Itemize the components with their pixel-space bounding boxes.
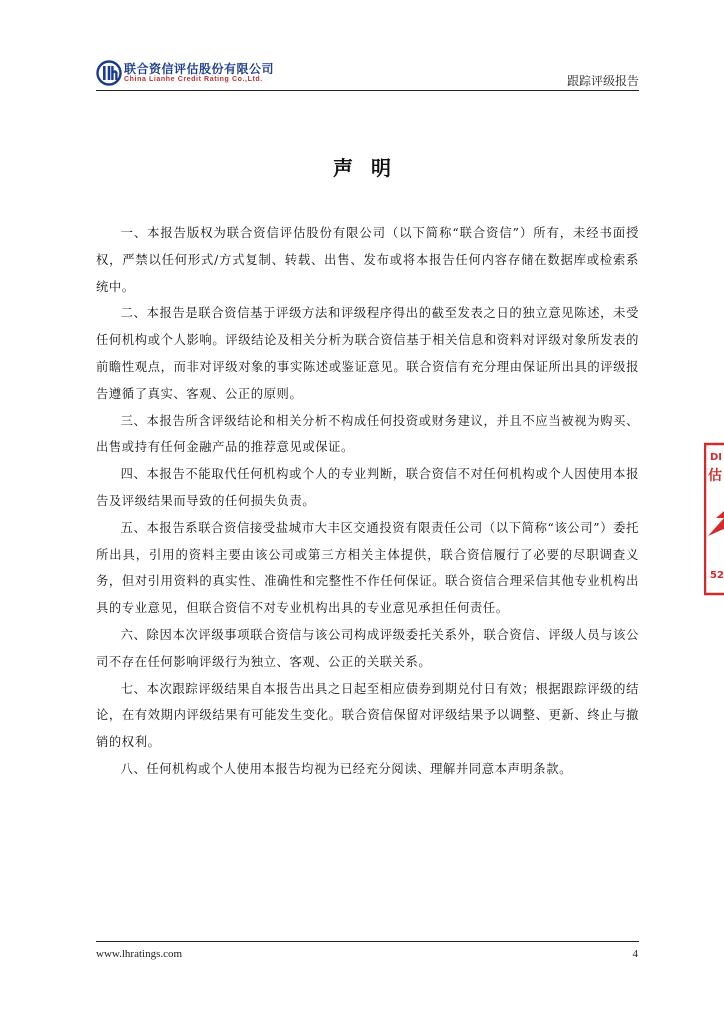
company-seal-stamp [704, 436, 724, 596]
page-number: 4 [632, 948, 638, 960]
statement-paragraph-7: 七、本次跟踪评级结果自本报告出具之日起至相应债券到期兑付日有效；根据跟踪评级的结论，在有效期内评级结果有可能发生变化。联合资信保留对评级结果予以调整、更新、终止与撤销的权利。 [96, 681, 639, 750]
seal-text-mid: 估 [708, 468, 722, 484]
statement-paragraph-3: 三、本报告所含评级结论和相关分析不构成任何投资或财务建议，并且不应当被视为购买、出售或持有任何金融产品的推荐意见或保证。 [96, 413, 639, 455]
page-header [96, 58, 639, 90]
statement-paragraph-6: 六、除因本次评级事项联合资信与该公司构成评级委托关系外，联合资信、评级人员与该公司不存在任何影响评级行为独立、客观、公正的关联关系。 [96, 627, 639, 669]
statement-paragraph-4: 四、本报告不能取代任何机构或个人的专业判断，联合资信不对任何机构或个人因使用本报告及评级结果而导致的任何损失负责。 [96, 467, 639, 508]
company-name-cn: 联合资信评估股份有限公司 [124, 62, 275, 76]
statement-paragraph-8: 八、任何机构或个人使用本报告均视为已经充分阅读、理解并同意本声明条款。 [120, 761, 572, 776]
report-type-label: 跟踪评级报告 [566, 74, 639, 88]
seal-text-bottom: 52 [710, 570, 724, 581]
statement-paragraph-1: 一、本报告版权为联合资信评估股份有限公司（以下简称“联合资信”）所有，未经书面授权，严禁以任何形式/方式复制、转载、出售、发布或将本报告任何内容存储在数据库或检索系统中。 [96, 226, 639, 294]
header-divider [96, 90, 639, 91]
footer-divider [96, 941, 639, 942]
lianhe-logo-icon [96, 60, 122, 86]
statement-paragraph-5: 五、本报告系联合资信接受盐城市大丰区交通投资有限责任公司（以下简称“该公司”）委托所出具，引用的资料主要由该公司或第三方相关主体提供，联合资信履行了必要的尽职调查义务，但对引用资料的真实性、准确性和完整性不作任何保证。联合资信合理采信其他专业机构出具的专业意见，但联合资信不对专业机构出具的专业意见承担任何责任。 [96, 520, 639, 616]
statement-body [96, 220, 639, 783]
footer-website: www.lhratings.com [96, 948, 183, 960]
page-title: 声明 [333, 156, 409, 180]
company-name-en: China Lianhe Credit Rating Co.,Ltd. [124, 76, 263, 83]
seal-text-top: DI [710, 452, 723, 463]
statement-paragraph-2: 二、本报告是联合资信基于评级方法和评级程序得出的截至发表之日的独立意见陈述，未受任何机构或个人影响。评级结论及相关分析为联合资信基于相关信息和资料对评级对象所发表的前瞻性观点，而非对评级对象的事实陈述或鉴证意见。联合资信有充分理由保证所出具的评级报告遵循了真实、客观、公正的原则。 [96, 306, 639, 401]
